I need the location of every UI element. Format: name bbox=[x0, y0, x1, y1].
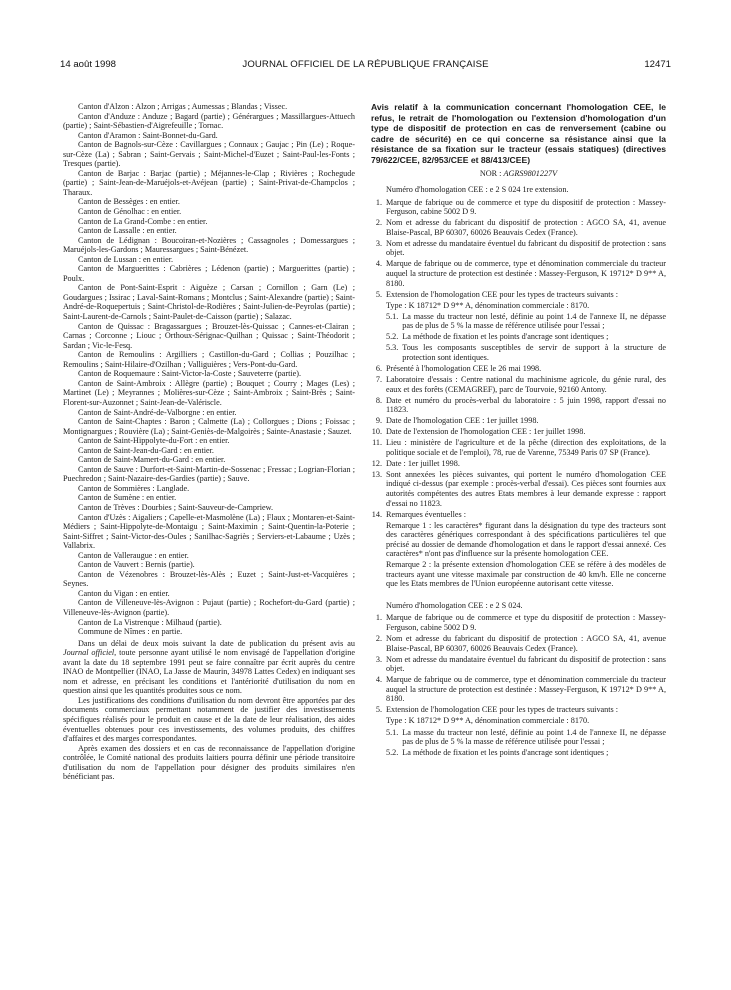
numbered-item-number: 11. bbox=[372, 438, 382, 448]
header-journal-title: JOURNAL OFFICIEL DE LA RÉPUBLIQUE FRANÇAISE bbox=[242, 59, 489, 70]
canton-entry: Canton de Trèves : Dourbies ; Saint-Sauveur-de-Campriew. bbox=[78, 502, 274, 512]
numbered-item-text: Date de l'extension de l'homologation CEE : 1er juillet 1998. bbox=[386, 427, 586, 437]
numbered-item-number: 4. bbox=[375, 675, 382, 685]
canton-entry: Canton de Saint-Ambroix : Allègre (partie) ; Bouquet ; Courry ; Mages (Les) ; Martinet (Le) ; Meyrannes ; Molières-sur-Cèze ; Saint-Ambroix ; Saint-Brès ; Saint-Florent-sur-Auzonnet ; Saint-Jean-de-Valériscle. bbox=[63, 378, 355, 407]
canton-entry: Canton de Sumène : en entier. bbox=[78, 493, 177, 503]
numbered-item bbox=[371, 510, 666, 520]
canton-entry: Canton de Marguerittes : Cabrières ; Lédenon (partie) ; Marguerittes (partie) ; Poulx. bbox=[63, 264, 355, 283]
canton-entry: Canton d'Aramon : Saint-Bonnet-du-Gard. bbox=[78, 130, 218, 140]
right-column bbox=[371, 102, 666, 958]
numbered-item-number: 7. bbox=[375, 374, 382, 384]
canton-entry: Canton de Quissac : Bragassargues ; Brouzet-lès-Quissac ; Cannes-et-Clairan ; Carnas ; Corconne ; Liouc ; Orthoux-Sérignac-Quilhan ; Quissac ; Saint-Théodorit ; Sardan ; Vic-le-Fesq. bbox=[63, 321, 355, 350]
sub-item bbox=[386, 748, 666, 758]
numbered-item bbox=[371, 634, 666, 653]
canton-entry: Canton de Saint-Hippolyte-du-Fort : en entier. bbox=[78, 436, 230, 446]
numbered-item-number: 10. bbox=[371, 427, 382, 437]
canton-entry: Canton de La Grand-Combe : en entier. bbox=[78, 216, 208, 226]
canton-entry: Canton de Remoulins : Argilliers ; Castillon-du-Gard ; Collias ; Pouzilhac ; Remoulins ; Saint-Hilaire-d'Ozilhan ; Valliguières ; Vers-Pont-du-Gard. bbox=[63, 350, 355, 369]
canton-list bbox=[63, 102, 355, 637]
numbered-item-text: Extension de l'homologation CEE pour les types de tracteurs suivants : bbox=[386, 289, 619, 299]
canton-entry: Canton de Villeneuve-lès-Avignon : Pujaut (partie) ; Rochefort-du-Gard (partie) ; Villeneuve-lès-Avignon (partie). bbox=[63, 598, 355, 617]
numbered-item bbox=[371, 364, 666, 374]
sub-item-number: 5.2. bbox=[386, 332, 399, 342]
canton-entry: Canton de Lussan : en entier. bbox=[78, 254, 174, 264]
type-line: Type : K 18712* D 9** A, dénomination commerciale : 8170. bbox=[386, 300, 590, 310]
canton-entry: Canton de Vézenobres : Brouzet-lès-Alès ; Euzet ; Saint-Just-et-Vacquières ; Seynes. bbox=[63, 569, 355, 589]
numbered-item-number: 1. bbox=[375, 197, 382, 207]
numbered-item-number: 8. bbox=[375, 395, 382, 405]
canton-entry: Canton du Vigan : en entier. bbox=[78, 588, 170, 598]
page-header bbox=[60, 58, 671, 72]
sub-item-number: 5.1. bbox=[386, 727, 399, 737]
numbered-item bbox=[371, 198, 666, 217]
numbered-item bbox=[371, 427, 666, 437]
numbered-item-text: Date : 1er juillet 1998. bbox=[386, 458, 460, 468]
canton-entry: Canton de Génolhac : en entier. bbox=[78, 207, 182, 217]
numbered-item-number: 1. bbox=[375, 613, 382, 623]
numbered-item bbox=[371, 438, 666, 457]
numbered-item-text: Laboratoire d'essais : Centre national du machinisme agricole, du génie rural, des eaux et des forêts (CEMAGREF), parc de Tourvoie, 92160 Antony. bbox=[386, 374, 666, 394]
numbered-item-number: 3. bbox=[375, 238, 382, 248]
nor-code: AGRS9801227V bbox=[503, 168, 558, 178]
numbered-item-text: Date et numéro du procès-verbal du laboratoire : 5 juin 1998, rapport d'essai no 11823. bbox=[386, 395, 666, 415]
numbered-item bbox=[371, 675, 666, 704]
sub-item-wrap bbox=[371, 332, 666, 342]
numbered-item-number: 5. bbox=[375, 289, 382, 299]
numbered-item-number: 4. bbox=[375, 259, 382, 269]
numbered-item bbox=[371, 470, 666, 508]
canton-entry: Canton de Sommières : Langlade. bbox=[78, 483, 190, 493]
numbered-item bbox=[371, 705, 666, 715]
numbered-item-text: Marque de fabrique ou de commerce et type du dispositif de protection : Massey-Ferguson, cabine 5002 D 9. bbox=[386, 197, 666, 217]
nor-reference: NOR : AGRS9801227V bbox=[479, 168, 558, 178]
paragraph-examen: Après examen des dossiers et en cas de reconnaissance de l'appellation d'origine contrôlée, le Comité national des produits laitiers pourra définir une période transitoire d'utilisation du nom de l'appellation pour désigner des produits similaires n'en bénéficiant pas. bbox=[63, 743, 355, 782]
sub-item bbox=[386, 728, 666, 747]
canton-entry: Canton de Saint-Mamert-du-Gard : en entier. bbox=[78, 455, 226, 465]
numbered-item-number: 6. bbox=[375, 363, 382, 373]
numbered-item bbox=[371, 396, 666, 415]
sub-item-wrap bbox=[371, 728, 666, 747]
avis-title: Avis relatif à la communication concernant l'homologation CEE, le refus, le retrait de l'homologation ou l'extension d'homologation d'un type de dispositif de protection en cas de renversement (cabine ou cadre de sécurité) en ce qui concerne sa résistance ainsi que la résistance de sa fixation sur le tracteur (essais statiques) (directives 79/622/CEE, 82/953/CEE et 88/413/CEE) bbox=[371, 102, 666, 165]
canton-entry: Canton de Bessèges : en entier. bbox=[78, 197, 180, 207]
numbered-item-number: 13. bbox=[371, 469, 382, 479]
numbered-item bbox=[371, 375, 666, 394]
homologation-items-first-continued bbox=[371, 364, 666, 519]
sub-item-text: Tous les composants susceptibles de servir de support à la structure de protection sont identiques. bbox=[402, 343, 666, 362]
numbered-item-number: 2. bbox=[375, 634, 382, 644]
sub-item-text: La méthode de fixation et les points d'ancrage sont identiques ; bbox=[402, 332, 609, 342]
numbered-item bbox=[371, 259, 666, 288]
numbered-item-number: 3. bbox=[375, 654, 382, 664]
numbered-item-text: Extension de l'homologation CEE pour les types de tracteurs suivants : bbox=[386, 705, 619, 715]
numbered-item bbox=[371, 655, 666, 674]
canton-entry: Canton de Lassalle : en entier. bbox=[78, 226, 177, 236]
canton-entry: Canton de La Vistrenque : Milhaud (partie). bbox=[78, 617, 222, 627]
canton-entry: Canton de Saint-Jean-du-Gard : en entier. bbox=[78, 445, 214, 455]
canton-entry: Canton de Bagnols-sur-Cèze : Cavillargues ; Connaux ; Gaujac ; Pin (Le) ; Roque-sur-Cèze (La) ; Sabran ; Saint-Gervais ; Saint-Michel-d'Euzet ; Saint-Paul-les-Fonts ; Tresques (partie). bbox=[63, 140, 355, 169]
remarque-1: Remarque 1 : les caractères* figurant dans la désignation du type des tracteurs sont des caractères génériques correspondant à des spécifications particulières tel que précisé au dossier de demande d'homologation et dans le rapport d'essai annexé. Ces caractères* n'ont pas d'influence sur la présente homologation CEE. bbox=[386, 520, 666, 559]
sub-item-wrap bbox=[371, 343, 666, 362]
canton-entry: Canton de Sauve : Durfort-et-Saint-Martin-de-Sossenac ; Fressac ; Logrian-Florian ; Puechredon ; Saint-Nazaire-des-Gardies (partie) ; Sauve. bbox=[63, 464, 355, 484]
numbered-item-text: Remarques éventuelles : bbox=[386, 509, 467, 519]
numbered-item-text: Marque de fabrique ou de commerce et type du dispositif de protection : Massey-Ferguson, cabine 5002 D 9. bbox=[386, 613, 666, 633]
numbered-item-text: Présenté à l'homologation CEE le 26 mai 1998. bbox=[386, 363, 542, 373]
canton-entry: Canton de Saint-Chaptes : Baron ; Calmette (La) ; Collorgues ; Dions ; Foissac ; Montignargues ; Rouvière (La) ; Saint-Geniès-de-Malgoirès ; Sainte-Anastasie ; Sauzet. bbox=[63, 417, 355, 436]
canton-entry: Canton d'Alzon : Alzon ; Arrigas ; Aumessas ; Blandas ; Vissec. bbox=[78, 102, 288, 111]
canton-entry: Canton de Barjac : Barjac (partie) ; Méjannes-le-Clap ; Rivières ; Rochegude (partie) ; Saint-Jean-de-Maruéjols-et-Avéjean (partie) ; Saint-Privat-de-Champclos ; Tharaux. bbox=[63, 168, 355, 197]
sub-item bbox=[386, 343, 666, 362]
type-line-second: Type : K 18712* D 9** A, dénomination commerciale : 8170. bbox=[386, 716, 590, 726]
canton-entry: Canton de Saint-André-de-Valborgne : en entier. bbox=[78, 407, 237, 417]
numbered-item-text: Nom et adresse du mandataire éventuel du fabricant du dispositif de protection : sans objet. bbox=[386, 654, 666, 674]
canton-entry: Canton de Valleraugue : en entier. bbox=[78, 550, 189, 560]
homologation-items-second bbox=[371, 613, 666, 714]
sub-item-number: 5.3. bbox=[386, 343, 399, 353]
numbered-item-text: Date de l'homologation CEE : 1er juillet 1998. bbox=[386, 416, 539, 426]
canton-entry: Canton d'Uzès : Aigaliers ; Capelle-et-Masmolène (La) ; Flaux ; Montaren-et-Saint-Médiers ; Saint-Hippolyte-de-Montaigu ; Saint-Maximin ; Saint-Quentin-la-Poterie ; Saint-Siffret ; Saint-Victor-des-Oules ; Sanilhac-Sagriès ; Serviers-et-Labaume ; Uzès ; Vallabrix. bbox=[63, 512, 355, 551]
sub-item bbox=[386, 332, 666, 342]
sub-items-second bbox=[371, 728, 666, 758]
numbered-item bbox=[371, 613, 666, 632]
homologation-number: Numéro d'homologation CEE : e 2 S 024. bbox=[386, 600, 523, 610]
numbered-item bbox=[371, 459, 666, 469]
numbered-item-text: Marque de fabrique ou de commerce, type et dénomination commerciale du tracteur auquel la structure de protection est destinée : Massey-Ferguson, K 19712* D 9** A, 8180. bbox=[386, 259, 666, 288]
numbered-item-text: Marque de fabrique ou de commerce, type et dénomination commerciale du tracteur auquel la structure de protection est destinée : Massey-Ferguson, K 19712* D 9** A, 8180. bbox=[386, 675, 666, 704]
numbered-item bbox=[371, 416, 666, 426]
numbered-item bbox=[371, 239, 666, 258]
numbered-item-number: 5. bbox=[375, 705, 382, 715]
sub-item bbox=[386, 312, 666, 331]
numbered-item-text: Nom et adresse du fabricant du dispositif de protection : AGCO SA, 41, avenue Blaise-Pascal, BP 60307, 60026 Beauvais Cedex (France). bbox=[386, 634, 666, 653]
sub-item-text: La méthode de fixation et les points d'ancrage sont identiques ; bbox=[402, 748, 609, 758]
numbered-item-text: Nom et adresse du fabricant du dispositif de protection : AGCO SA, 41, avenue Blaise-Pascal, BP 60307, 60026 Beauvais Cedex (France). bbox=[386, 218, 666, 237]
numbered-item-text: Nom et adresse du mandataire éventuel du fabricant du dispositif de protection : sans objet. bbox=[386, 238, 666, 258]
journal-officiel-ref: Journal officiel bbox=[63, 648, 115, 658]
canton-entry: Canton de Pont-Saint-Esprit : Aiguèze ; Carsan ; Cornillon ; Garn (Le) ; Goudargues ; Issirac ; Laval-Saint-Romans ; Montclus ; Saint-Alexandre (partie) ; Saint-André-de-Roquepertuis ; Saint-Christol-de-Rodières ; Saint-Julien-de-Peyrolas (partie) ; Saint-Laurent-de-Carnols ; Saint-Paulet-de-Caisson (partie) ; Salazac. bbox=[63, 283, 355, 322]
sub-item-text: La masse du tracteur non lesté, définie au point 1.4 de l'annexe II, ne dépasse pas de plus de 5 % la masse de référence utilisée pour l'essai ; bbox=[402, 727, 666, 747]
sub-item-number: 5.1. bbox=[386, 311, 399, 321]
sub-item-text: La masse du tracteur non lesté, définie au point 1.4 de l'annexe II, ne dépasse pas de plus de 5 % la masse de référence utilisée pour l'essai ; bbox=[402, 311, 666, 331]
canton-entry: Commune de Nîmes : en partie. bbox=[78, 627, 183, 637]
numbered-item-text: Sont annexées les pièces suivantes, qui portent le numéro d'homologation CEE indiqué ci-dessus (par exemple : procès-verbal d'essai). Ces pièces sont fournies aux autorités compétentes des autres Etats membres à leur demande expresse : rapport d'essai no 11823. bbox=[386, 469, 666, 508]
sub-item-wrap bbox=[371, 748, 666, 758]
remarque-2: Remarque 2 : la présente extension d'homologation CEE se réfère à des modèles de tracteurs ayant une vitesse maximale par construction de 40 km/h. Elle ne concerne que les Etats membres de l'Union européenne autorisant cette vitesse. bbox=[386, 560, 666, 589]
left-column bbox=[63, 102, 355, 958]
canton-entry: Canton de Roquemaure : Saint-Victor-la-Coste ; Sauveterre (partie). bbox=[78, 369, 302, 379]
paragraph-justifications: Les justifications des conditions d'utilisation du nom devront être apportées par des documents commerciaux permettant notamment de justifier des investissements spécifiques réalisés pour le produit en cause et de la date de leur réalisation, des aides éventuelles obtenues pour ces investissements, des volumes produits, des chiffres d'affaires et des marges correspondantes. bbox=[63, 695, 355, 744]
homologation-items-first bbox=[371, 198, 666, 299]
canton-entry: Canton de Vauvert : Bernis (partie). bbox=[78, 560, 195, 570]
numbered-item-number: 9. bbox=[375, 416, 382, 426]
numbered-item bbox=[371, 290, 666, 300]
sub-items-first bbox=[371, 312, 666, 363]
sub-item-number: 5.2. bbox=[386, 748, 399, 758]
paragraph-delai: Dans un délai de deux mois suivant la date de publication du présent avis au Journal officiel, toute personne ayant utilisé le nom envisagé de l'appellation d'origine avant la date du 18 septembre 1991 peut se faire connaître par écrit auprès du centre INAO de Montpellier (INAO, La Jasse de Maurin, 34978 Lattes Cedex) en indiquant ses nom et adresse, en précisant les conditions et l'antériorité d'utilisation du nom en question ainsi que les quantités produites sous ce nom. bbox=[63, 638, 355, 696]
numbered-item bbox=[371, 218, 666, 237]
numbered-item-number: 12. bbox=[371, 458, 382, 468]
canton-entry: Canton de Lédignan : Boucoiran-et-Nozières ; Cassagnoles ; Domessargues ; Maruéjols-les-Gardons ; Mauressargues ; Saint-Bénézet. bbox=[63, 235, 355, 255]
numbered-item-number: 2. bbox=[375, 218, 382, 228]
homologation-number-extension: Numéro d'homologation CEE : e 2 S 024 1re extension. bbox=[386, 185, 569, 195]
header-date: 14 août 1998 bbox=[60, 59, 117, 70]
numbered-item-text: Lieu : ministère de l'agriculture et de la pêche (direction des exploitations, de la politique sociale et de l'emploi), 78, rue de Varenne, 75349 Paris 07 SP (France). bbox=[386, 438, 666, 457]
canton-entry: Canton d'Anduze : Anduze ; Bagard (partie) ; Générargues ; Massillargues-Attuech (partie) ; Saint-Sébastien-d'Aigrefeuille ; Tornac. bbox=[63, 111, 355, 131]
header-page-number: 12471 bbox=[644, 59, 671, 70]
numbered-item-number: 14. bbox=[371, 509, 382, 519]
sub-item-wrap bbox=[371, 312, 666, 331]
